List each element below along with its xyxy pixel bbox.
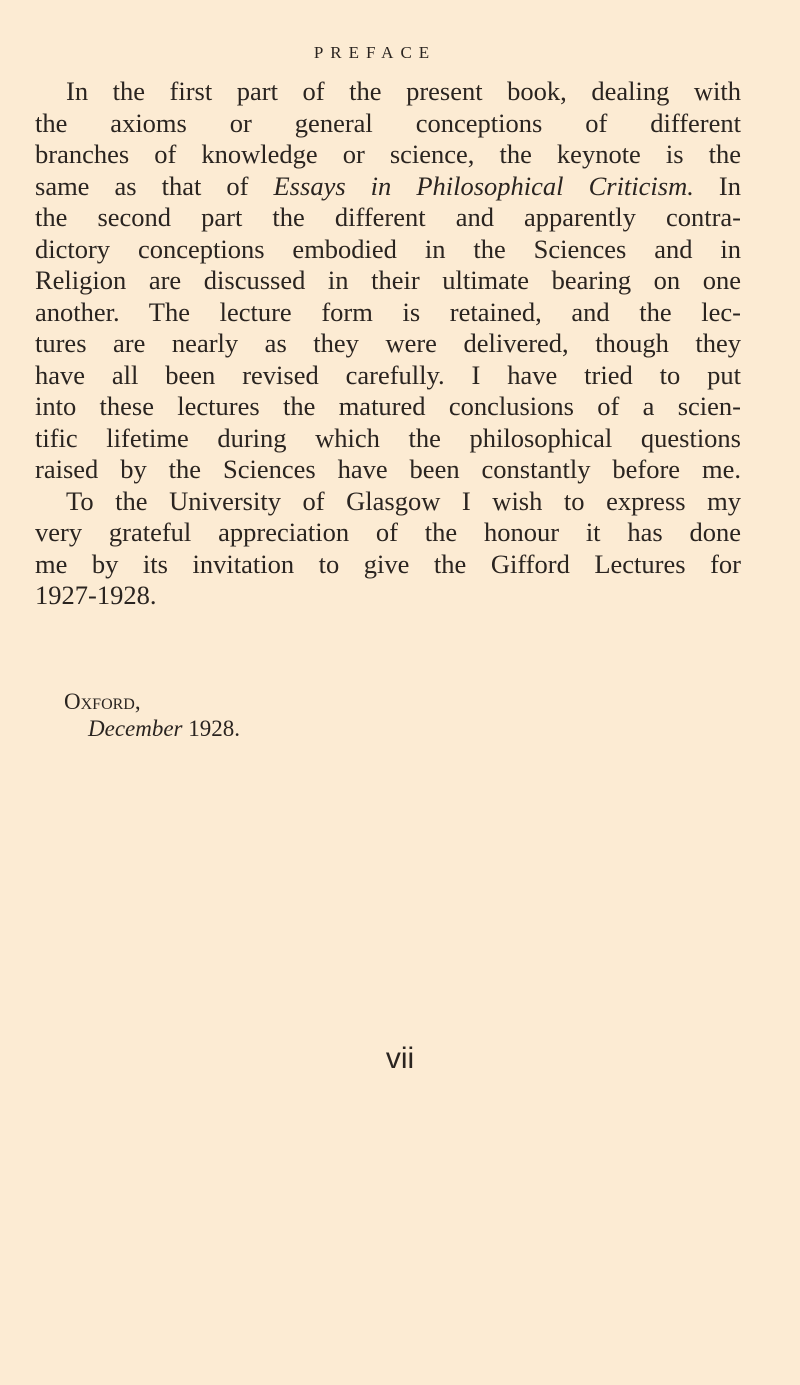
text-line: very grateful appreciation of the honour it has done — [35, 517, 741, 547]
text-line: tific lifetime during which the philosophical questions — [35, 422, 741, 453]
text-line: dictory conceptions embodied in the Sciences and in — [35, 233, 741, 264]
text-line: me by its invitation to give the Gifford Lectures for — [35, 548, 741, 579]
text-line: In the first part of the present book, dealing with — [66, 76, 741, 106]
signature-date — [88, 716, 240, 742]
running-header: PREFACE — [313, 43, 437, 62]
text-line: branches of knowledge or science, the keynote is the — [35, 139, 741, 169]
text-line: tures are nearly as they were delivered, though they — [35, 328, 741, 358]
text-line: raised by the Sciences have been constantly before me. — [35, 454, 741, 484]
text-line: 1927-1928. — [35, 580, 157, 610]
signature-place: Oxford, — [64, 689, 141, 714]
text-line: Religion are discussed in their ultimate bearing on one — [35, 265, 741, 295]
preface-text — [35, 76, 741, 612]
signature-month: December — [88, 716, 183, 741]
text-segment: same as that of — [35, 170, 274, 201]
text-line: into these lectures the matured conclusions of a scien- — [35, 391, 741, 421]
text-line: another. The lecture form is retained, and the lec- — [35, 296, 741, 327]
text-line: the axioms or general conceptions of different — [35, 107, 741, 138]
text-line: have all been revised carefully. I have tried to put — [35, 359, 741, 390]
signature-year: 1928. — [188, 716, 241, 741]
text-line: the second part the different and apparently contra- — [35, 202, 741, 232]
page-number: vii — [385, 1042, 415, 1075]
text-line: To the University of Glasgow I wish to express my — [66, 485, 741, 516]
text-line — [35, 171, 741, 203]
text-segment: In — [693, 170, 741, 201]
book-title: Essays in Philosophical Criticism. — [273, 170, 694, 201]
